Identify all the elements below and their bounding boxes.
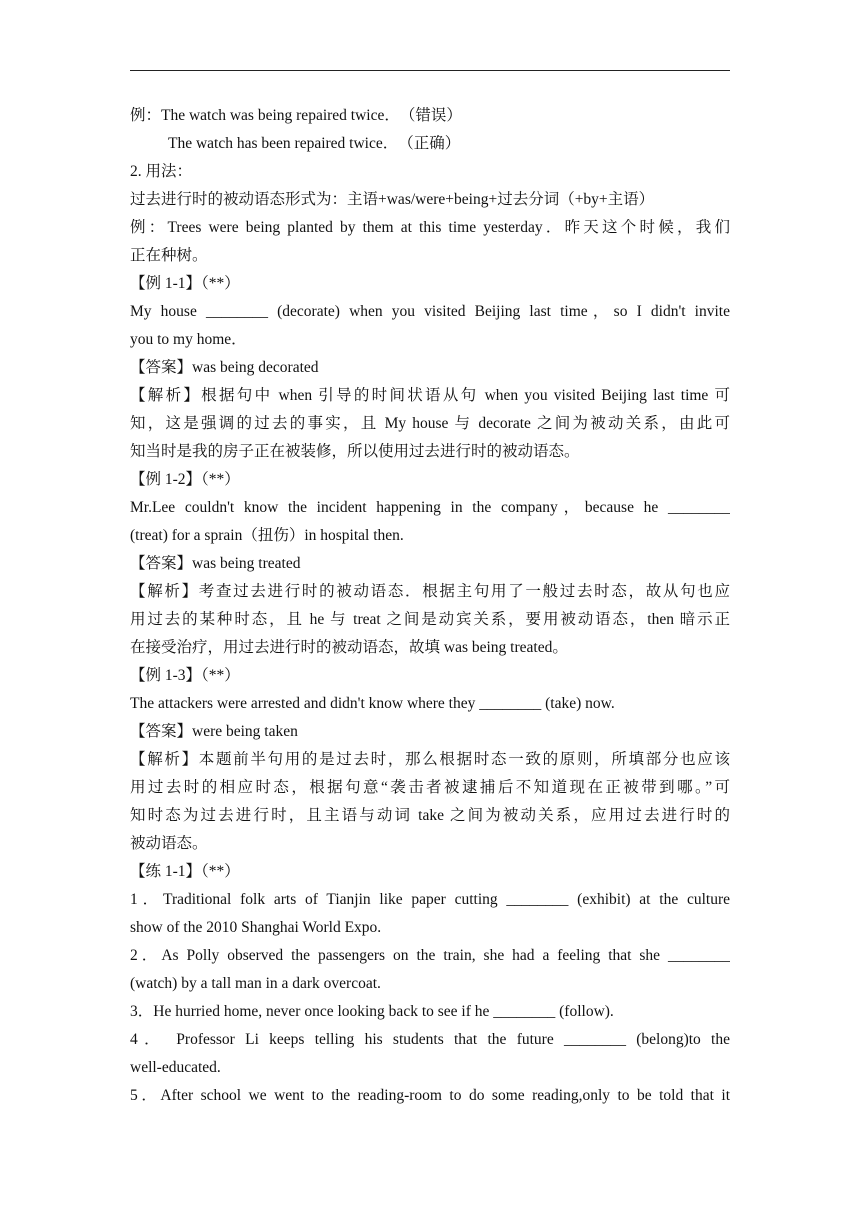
text-line: 过去进行时的被动语态形式为：主语+was/were+being+过去分词（+by+主语） [130, 191, 655, 208]
text-line: 用过去的某种时态，且 he 与 treat 之间是动宾关系，要用被动语态，then 暗示正 [130, 611, 730, 628]
text-line: 知，这是强调的过去的事实，且 My house 与 decorate 之间为被动关系，由此可 [130, 415, 730, 432]
text-line: 【答案】were being taken [130, 723, 298, 740]
text-line: 在接受治疗，用过去进行时的被动语态，故填 was being treated。 [130, 639, 568, 656]
text-line: 【答案】was being decorated [130, 359, 319, 376]
text-line: 【例 1-3】（**） [130, 667, 240, 684]
text-line: 2. 用法： [130, 163, 193, 180]
text-line: (watch) by a tall man in a dark overcoat. [130, 975, 381, 992]
text-line: 4． Professor Li keeps telling his students that the future ________ (belong)to the [130, 1031, 730, 1048]
text-line: 例：Trees were being planted by them at this time yesterday．昨天这个时候，我们 [130, 219, 730, 236]
text-line: 正在种树。 [130, 247, 208, 264]
text-line: 知时态为过去进行时，且主语与动词 take 之间为被动关系，应用过去进行时的 [130, 807, 730, 824]
text-line: 【解析】根据句中 when 引导的时间状语从句 when you visited Beijing last time 可 [130, 387, 730, 404]
header-rule [130, 70, 730, 71]
text-line: The attackers were arrested and didn't know where they ________ (take) now. [130, 695, 615, 712]
text-line: 【解析】本题前半句用的是过去时，那么根据时态一致的原则，所填部分也应该 [130, 751, 730, 768]
text-line: 【解析】考查过去进行时的被动语态．根据主句用了一般过去时态，故从句也应 [130, 583, 730, 600]
text-line: 例：The watch was being repaired twice． （错误） [130, 107, 462, 124]
text-line: The watch has been repaired twice． （正确） [168, 135, 461, 152]
text-line: 被动语态。 [130, 835, 208, 852]
text-line: you to my home． [130, 331, 247, 348]
text-line: 【练 1-1】（**） [130, 863, 240, 880]
text-line: show of the 2010 Shanghai World Expo. [130, 919, 382, 936]
text-line: 【例 1-1】（**） [130, 275, 240, 292]
text-line: 【答案】was being treated [130, 555, 301, 572]
text-line: My house ________ (decorate) when you visited Beijing last time，so I didn't invite [130, 303, 730, 320]
text-line: 5．After school we went to the reading-room to do some reading,only to be told that it [130, 1087, 730, 1104]
text-line: Mr.Lee couldn't know the incident happening in the company，because he ________ [130, 499, 730, 516]
text-line: 知当时是我的房子正在被装修，所以使用过去进行时的被动语态。 [130, 443, 580, 460]
text-line: 2．As Polly observed the passengers on the train, she had a feeling that she ________ [130, 947, 730, 964]
document-body [130, 102, 730, 1110]
text-line: 3．He hurried home, never once looking back to see if he ________ (follow). [130, 1003, 614, 1020]
text-line: 用过去时的相应时态，根据句意“袭击者被逮捕后不知道现在正被带到哪。”可 [130, 779, 730, 796]
text-line: (treat) for a sprain（扭伤）in hospital then. [130, 527, 404, 544]
text-line: well-educated. [130, 1059, 221, 1076]
text-line: 1．Traditional folk arts of Tianjin like paper cutting ________ (exhibit) at the culture [130, 891, 730, 908]
text-line: 【例 1-2】（**） [130, 471, 240, 488]
